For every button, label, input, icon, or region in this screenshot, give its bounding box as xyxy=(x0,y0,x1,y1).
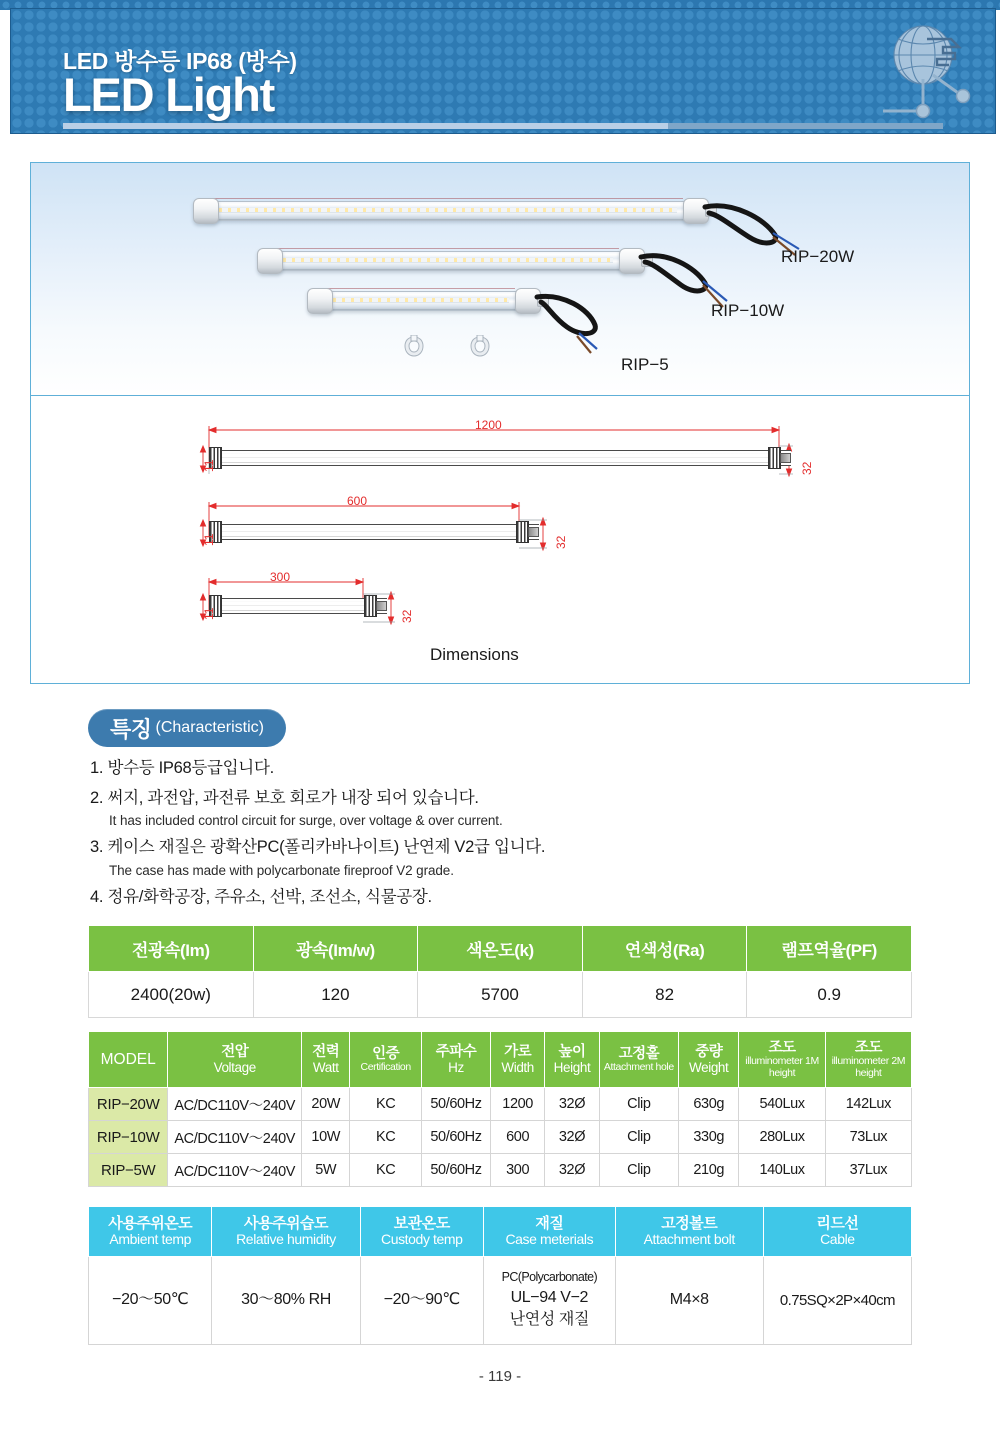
table-header-row xyxy=(89,1032,912,1088)
characteristic-list xyxy=(90,756,890,915)
page-number: - 119 - xyxy=(478,1368,522,1385)
characteristic-item-3-en: The case has made with polycarbonate fireproof V2 grade. xyxy=(109,862,454,878)
lumen-value-cell: 82 xyxy=(582,972,747,1018)
spec-header-attachment-hole: 고정홀 Attachment hole xyxy=(599,1032,678,1088)
dimension-length-300: 300 xyxy=(270,570,291,584)
spec-cell-width: 300 xyxy=(490,1154,544,1187)
environment-spec-table xyxy=(88,1206,912,1345)
characteristic-item-3 xyxy=(90,835,890,881)
spec-cell-certification: KC xyxy=(350,1121,422,1154)
spec-header-voltage: 전압 Voltage xyxy=(168,1032,302,1088)
env-header-ambient-temp: 사용주위온도 Ambient temp xyxy=(89,1207,212,1257)
characteristic-item-4 xyxy=(90,885,890,911)
env-header-custody-temp: 보관온도 Custody temp xyxy=(360,1207,483,1257)
env-cell-custody-temp: −20〜90℃ xyxy=(360,1257,483,1345)
spec-cell-weight: 630g xyxy=(679,1088,739,1121)
table-row xyxy=(89,1154,912,1187)
spec-cell-weight: 330g xyxy=(679,1121,739,1154)
lumen-value-cell: 0.9 xyxy=(747,972,912,1018)
photo-label-rip5: RIP−5 xyxy=(621,355,669,374)
spec-cell-watt: 10W xyxy=(302,1121,350,1154)
env-cell-humidity: 30〜80% RH xyxy=(212,1257,360,1345)
spec-cell-voltage: AC/DC110V〜240V xyxy=(168,1154,302,1187)
spec-cell-certification: KC xyxy=(350,1088,422,1121)
spec-cell-model: RIP−20W xyxy=(89,1088,168,1121)
lumen-value-cell: 120 xyxy=(253,972,418,1018)
lumen-header-cell: 색온도(k) xyxy=(418,926,583,972)
spec-cell-model: RIP−10W xyxy=(89,1121,168,1154)
dimensions-panel xyxy=(30,396,970,684)
spec-cell-attachment-hole: Clip xyxy=(599,1121,678,1154)
header-rule-light xyxy=(63,123,668,129)
table-row xyxy=(89,1257,912,1345)
spec-cell-width: 600 xyxy=(490,1121,544,1154)
dimensions-caption: Dimensions xyxy=(430,645,519,664)
photo-label-rip20w: RIP−20W xyxy=(781,247,855,266)
characteristic-item-2-ko: 2. 써지, 과전압, 과전류 보호 회로가 내장 되어 있습니다. xyxy=(90,788,479,807)
spec-cell-frequency: 50/60Hz xyxy=(421,1154,490,1187)
page-header xyxy=(0,0,1000,134)
characteristic-item-2-en: It has included control circuit for surge, over voltage & over current. xyxy=(109,813,503,829)
spec-cell-illuminometer-2m: 142Lux xyxy=(825,1088,911,1121)
spec-cell-width: 1200 xyxy=(490,1088,544,1121)
spec-header-height: 높이 Height xyxy=(545,1032,599,1088)
lumen-spec-table xyxy=(88,925,912,1018)
env-header-humidity: 사용주위습도 Relative humidity xyxy=(212,1207,360,1257)
env-header-case-materials: 재질 Case meterials xyxy=(484,1207,616,1257)
spec-cell-height: 32Ø xyxy=(545,1154,599,1187)
spec-header-watt: 전력 Watt xyxy=(302,1032,350,1088)
mounting-clip-icon xyxy=(403,335,425,359)
spec-cell-frequency: 50/60Hz xyxy=(421,1088,490,1121)
spec-header-width: 가로 Width xyxy=(490,1032,544,1088)
dimension-height-600: 32 xyxy=(554,535,568,549)
spec-header-frequency: 주파수 Hz xyxy=(421,1032,490,1088)
dimension-lines xyxy=(31,396,970,684)
table-header-row xyxy=(89,1207,912,1257)
spec-cell-height: 32Ø xyxy=(545,1121,599,1154)
characteristic-item-3-ko: 3. 케이스 재질은 광확산PC(폴리카바나이트) 난연제 V2급 입니다. xyxy=(90,838,546,857)
spec-cell-weight: 210g xyxy=(679,1154,739,1187)
spec-cell-watt: 5W xyxy=(302,1154,350,1187)
page-title: LED Light xyxy=(63,68,275,121)
spec-cell-illuminometer-2m: 37Lux xyxy=(825,1154,911,1187)
characteristic-item-2 xyxy=(90,786,890,832)
lumen-header-cell: 광속(Im/w) xyxy=(253,926,418,972)
spec-cell-attachment-hole: Clip xyxy=(599,1088,678,1121)
spec-cell-illuminometer-1m: 280Lux xyxy=(739,1121,825,1154)
model-spec-table xyxy=(88,1031,912,1187)
spec-header-certification: 인증 Certification xyxy=(350,1032,422,1088)
dimension-length-1200: 1200 xyxy=(475,418,502,432)
header-subtitle: LED 방수등 IP68 (방수) xyxy=(63,48,297,74)
env-header-attachment-bolt: 고정볼트 Attachment bolt xyxy=(615,1207,763,1257)
characteristic-item-4-ko: 4. 정유/화학공장, 주유소, 선박, 조선소, 식물공장. xyxy=(90,888,432,907)
spec-header-weight: 중량 Weight xyxy=(679,1032,739,1088)
lumen-value-cell: 2400(20w) xyxy=(89,972,254,1018)
characteristic-item-1 xyxy=(90,756,890,782)
spec-cell-model: RIP−5W xyxy=(89,1154,168,1187)
dimension-length-600: 600 xyxy=(347,494,368,508)
env-cell-ambient-temp: −20〜50℃ xyxy=(89,1257,212,1345)
characteristic-badge-en: (Characteristic) xyxy=(155,719,264,736)
spec-header-illuminometer-2m: 조도 illuminometer 2M height xyxy=(825,1032,911,1088)
spec-header-model: MODEL xyxy=(89,1032,168,1088)
spec-cell-voltage: AC/DC110V〜240V xyxy=(168,1088,302,1121)
env-cell-case-materials: PC(Polycarbonate) UL−94 V−2 난연성 재질 xyxy=(484,1257,616,1345)
spec-cell-frequency: 50/60Hz xyxy=(421,1121,490,1154)
table-row xyxy=(89,1121,912,1154)
dimension-end-600: 11 xyxy=(202,533,216,546)
cable-rip5 xyxy=(535,291,645,355)
globe-network-icon xyxy=(881,17,977,129)
dimension-height-1200: 32 xyxy=(800,461,814,475)
spec-cell-illuminometer-1m: 540Lux xyxy=(739,1088,825,1121)
dimension-end-300: 11 xyxy=(202,607,216,620)
characteristic-badge xyxy=(88,709,286,747)
spec-cell-watt: 20W xyxy=(302,1088,350,1121)
dimension-end-1200: 11 xyxy=(202,459,216,472)
product-photo-panel xyxy=(30,162,970,396)
env-cell-attachment-bolt: M4×8 xyxy=(615,1257,763,1345)
env-cell-cable: 0.75SQ×2P×40cm xyxy=(763,1257,911,1345)
characteristic-badge-ko: 특징 xyxy=(110,716,152,742)
spec-cell-certification: KC xyxy=(350,1154,422,1187)
table-row xyxy=(89,1088,912,1121)
env-header-cable: 리드선 Cable xyxy=(763,1207,911,1257)
photo-label-rip10w: RIP−10W xyxy=(711,301,785,320)
mounting-clip-icon xyxy=(469,335,491,359)
lumen-header-cell: 램프역율(PF) xyxy=(747,926,912,972)
spec-header-illuminometer-1m: 조도 illuminometer 1M height xyxy=(739,1032,825,1088)
table-row xyxy=(89,972,912,1018)
spec-cell-illuminometer-1m: 140Lux xyxy=(739,1154,825,1187)
characteristic-item-1-ko: 1. 방수등 IP68등급입니다. xyxy=(90,759,274,777)
spec-cell-illuminometer-2m: 73Lux xyxy=(825,1121,911,1154)
spec-cell-height: 32Ø xyxy=(545,1088,599,1121)
spec-cell-attachment-hole: Clip xyxy=(599,1154,678,1187)
header-banner xyxy=(10,8,996,134)
spec-cell-voltage: AC/DC110V〜240V xyxy=(168,1121,302,1154)
lumen-value-cell: 5700 xyxy=(418,972,583,1018)
lumen-header-cell: 연색성(Ra) xyxy=(582,926,747,972)
dimension-height-300: 32 xyxy=(400,609,414,623)
lumen-header-cell: 전광속(Im) xyxy=(89,926,254,972)
table-header-row xyxy=(89,926,912,972)
